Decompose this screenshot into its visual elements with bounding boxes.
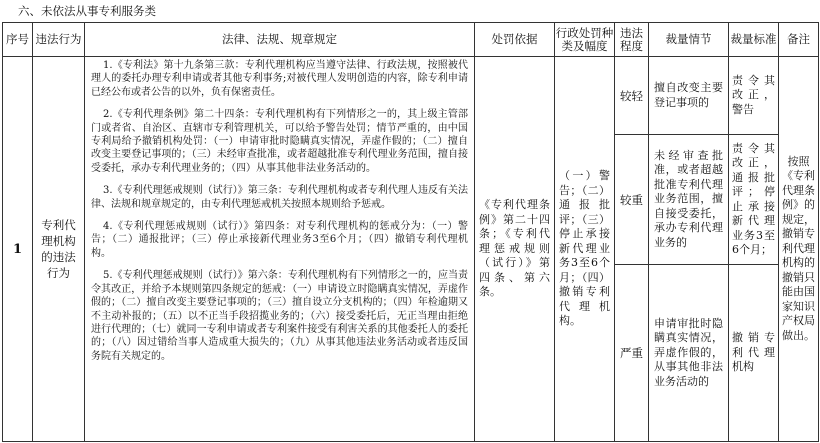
plot-severe: 申请审批时隐瞒真实情况，弄虚作假的，从事其他非法业务活动的	[649, 265, 729, 442]
section-title: 六、未依法从事专利服务类	[18, 4, 156, 18]
penalty-basis: 《专利代理条例》第二十四条；《专利代理惩戒规则（试行）》第四条、第六条。	[475, 57, 555, 442]
header-no: 序号	[3, 23, 33, 57]
table-row	[3, 57, 819, 135]
header-plot: 裁量情节	[649, 23, 729, 57]
degree-heavy: 较重	[615, 135, 649, 265]
law-item: 1.《专利法》第十九条第三款：专利代理机构应当遵守法律、行政法规，按照被代理人的委托办理专利申请或者其他专利事务;对被代理人发明创造的内容，除专利申请已经公布或者公告的以外，负有保密责任。	[91, 60, 468, 98]
degree-light: 较轻	[615, 57, 649, 135]
plot-heavy: 未经审查批准，或者超越批准专利代理业务范围，擅自接受委托，承办专利代理业务的	[649, 135, 729, 265]
header-standard: 裁量标准	[729, 23, 779, 57]
penalty-discretion-table	[2, 22, 819, 442]
degree-severe: 严重	[615, 265, 649, 442]
law-item: 4.《专利代理惩戒规则（试行）》第四条：对专利代理机构的惩戒分为：（一）警告；（二）通报批评；（三）停止承接新代理业务3至6个月；（四）撤销专利代理机构。	[91, 221, 468, 259]
law-item: 5.《专利代理惩戒规则（试行）》第六条：专利代理机构有下列情形之一的，应当责令其改正，并给予本规则第四条规定的惩戒：（一）申请设立时隐瞒真实情况，弄虚作假的；（二）擅自改变主要登记事项的；（三）擅自设立分支机构的；（四）年检逾期又不主动补报的；（五）以不正当手段招揽业务的；（六）接受委托后，无正当理由拒绝进行代理的；（七）就同一专利申请或者专利案件接受有利害关系的其他委托人的委托的；（八）因过错给当事人造成重大损失的；（九）从事其他违法业务活动或者违反国务院有关规定的。	[91, 270, 468, 362]
header-degree: 违法程度	[615, 23, 649, 57]
header-kind: 行政处罚种类及幅度	[555, 23, 615, 57]
header-row	[3, 23, 819, 57]
violation-act: 专利代理机构的违法行为	[33, 57, 85, 442]
row-number: 1	[3, 57, 33, 442]
header-laws: 法律、法规、规章规定	[85, 23, 475, 57]
header-basis: 处罚依据	[475, 23, 555, 57]
penalty-kind: （一）警告；（二）通报批评；（三）停止承接新代理业务3至6个月；（四）撤销专利代理机构。	[555, 57, 615, 442]
standard-light: 责令其改正，警告	[729, 57, 779, 135]
law-item: 2.《专利代理条例》第二十四条：专利代理机构有下列情形之一的，其上级主管部门或者省、自治区、直辖市专利管理机关，可以给予警告处罚；情节严重的，由中国专利局给予撤销机构处罚：（一）申请审批时隐瞒真实情况，弄虚作假的；（二）擅自改变主要登记事项的；（三）未经审查批准，或者超越批准专利代理业务范围，擅自接受委托，承办专利代理业务的；（四）从事其他非法业务活动的。	[91, 109, 468, 174]
header-note: 备注	[779, 23, 819, 57]
standard-heavy: 责令其改正，通报批评；停止承接新代理业务3至6个月；	[729, 135, 779, 265]
law-provisions	[85, 57, 475, 442]
plot-light: 擅自改变主要登记事项的	[649, 57, 729, 135]
standard-severe: 撤销专利代理机构	[729, 265, 779, 442]
header-act: 违法行为	[33, 23, 85, 57]
law-item: 3.《专利代理惩戒规则（试行）》第三条：专利代理机构或者专利代理人违反有关法律、法规和规章规定的，由专利代理惩戒机关按照本规则给予惩戒。	[91, 185, 468, 210]
remark: 按照《专利代理条例》的规定，撤销专利代理机构的撤销只能由国家知识产权局做出。	[779, 57, 819, 442]
